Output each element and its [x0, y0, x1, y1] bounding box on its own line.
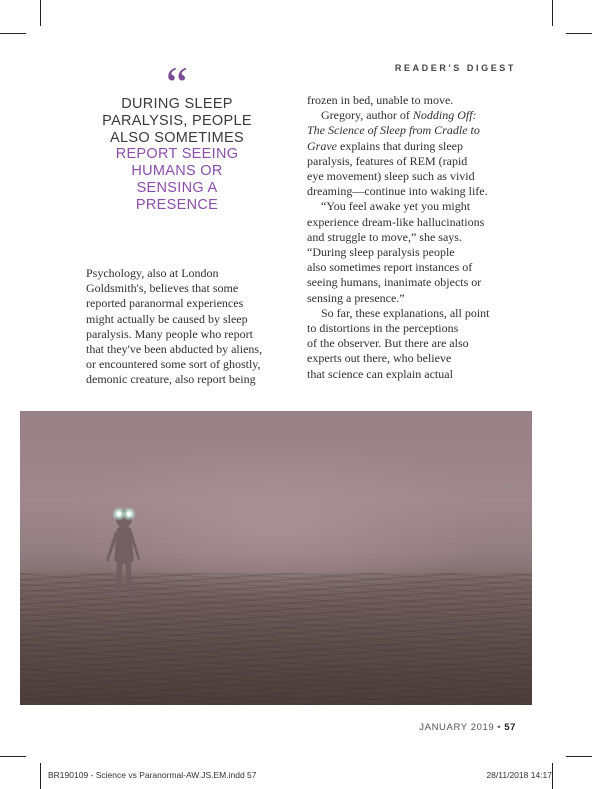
quote-mark-icon: “ — [165, 56, 189, 112]
text-run: Gregory, author of — [321, 108, 413, 123]
masthead: READER'S DIGEST — [394, 63, 516, 73]
crop-mark-top-left-h — [0, 33, 26, 34]
pull-quote-text — [96, 96, 258, 214]
page-folio — [419, 722, 516, 733]
alien-figure — [20, 411, 532, 705]
text-run: explains that during sleep paralysis, features of REM (rapid eye movement) sleep such as vivid dreaming—continue into waking life. — [307, 138, 488, 199]
crop-mark-bottom-left-h — [0, 756, 26, 757]
crop-mark-top-right-h — [566, 33, 592, 34]
pull-quote — [96, 56, 258, 214]
print-slug-timestamp: 28/11/2018 14:17 — [486, 770, 552, 780]
paragraph: Psychology, also at London Goldsmith's, believes that some reported paranormal experiences might actually be caused by sleep paralysis. Many people who report that they've been abducted by aliens, or encountered some sort of ghostly, demonic creature, also report being — [86, 266, 263, 387]
paragraph: “You feel awake yet you might experience dream-like hallucinations and struggle to move,” she says. “During sleep paralysis people also sometimes report instances of seeing humans, inanimate objects or sensing a presence.” — [307, 199, 485, 305]
article-column-right — [307, 93, 522, 382]
crop-mark-bottom-left — [40, 763, 41, 789]
issue-date: JANUARY 2019 — [419, 722, 495, 733]
pull-quote-plain: DURING SLEEP PARALYSIS, PEOPLE ALSO SOMETIMES — [102, 96, 252, 146]
pull-quote-accent: REPORT SEEING HUMANS OR SENSING A PRESENCE — [115, 146, 239, 213]
book-title: Nodding Off: The Science of Sleep from Cradle to Grave — [307, 108, 480, 153]
crop-mark-top-right — [552, 0, 553, 26]
article-photo — [20, 411, 532, 705]
page-number: 57 — [504, 722, 516, 733]
crop-mark-bottom-right — [552, 763, 553, 789]
print-slug-file: BR190109 - Science vs Paranormal-AW.JS.EM.indd 57 — [48, 770, 257, 780]
folio-separator: • — [497, 722, 502, 733]
paragraph: frozen in bed, unable to move. — [307, 93, 454, 107]
paragraph: So far, these explanations, all point to distortions in the perceptions of the observer. But there are also experts out there, who believe that science can explain actual — [307, 305, 490, 381]
paragraph — [307, 108, 522, 199]
crop-mark-bottom-right-h — [566, 756, 592, 757]
crop-mark-top-left — [40, 0, 41, 26]
article-column-left — [86, 266, 298, 388]
